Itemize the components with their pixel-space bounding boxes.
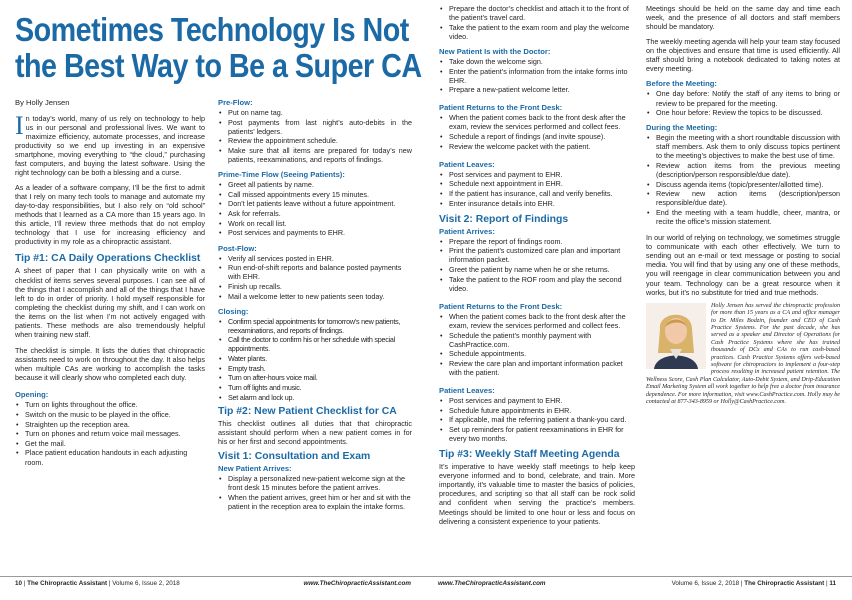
list-item: • Put on name tag. (218, 108, 412, 117)
opening-heading: Opening: (15, 390, 49, 400)
list-item: • Post services and payment to EHR. (439, 396, 635, 405)
list-item: • One day before: Notify the staff of any items to bring or review to be prepared for the meeting. (646, 89, 840, 107)
list-item: • Post services and payment to EHR. (439, 170, 635, 179)
opening-list (15, 400, 205, 466)
list-item: • Place patient education handouts in each adjusting room. (15, 448, 205, 466)
list-item: • Take the patient to the exam room and play the welcome video. (439, 23, 635, 41)
left-footer (0, 576, 426, 590)
intro-paragraph-2: As a leader of a software company, I’ll be the first to admit that I rely on many tech tools to manage and automate my day-to-day responsibilities, but I also rely on “old school” methods that I learned as a CA more than 15 years ago. In this article, I’ll review three methods that do not employ technology that I use for increasing efficiency and productivity in my role as a chiropractic assistant. (15, 183, 205, 247)
list-item: • Print the patient’s customized care plan and important information packet. (439, 246, 635, 264)
tip3-paragraph-2: Meetings should be held on the same day and time each week, and the presence of all doctors and staff members should be mandatory. (646, 4, 840, 32)
list-item: • Set alarm and lock up. (218, 393, 412, 402)
tip2-heading: Tip #2: New Patient Checklist for CA (218, 405, 397, 417)
postflow-list (218, 254, 412, 301)
left-page-number: 10 (15, 580, 23, 587)
list-item: • Enter insurance details into EHR. (439, 199, 635, 208)
tip3-heading: Tip #3: Weekly Staff Meeting Agenda (439, 449, 620, 461)
byline: By Holly Jensen (15, 98, 70, 107)
tip2-paragraph: This checklist outlines all duties that that chiropractic assistant should perform when a new patient comes in for his or her first and second appointments. (218, 418, 412, 446)
list-item: • Work on recall list. (218, 219, 412, 228)
list-item: • Begin the meeting with a short roundtable discussion with staff members. Ask them to only discuss topics pertinent to the meeting’s objectives to make the best use of time. (646, 133, 840, 160)
list-item: • Prepare the report of findings room. (439, 237, 635, 246)
list-item: • Make sure that all items are prepared for today’s new patients, reexaminations, and reports of findings. (218, 146, 412, 164)
right-page (426, 0, 852, 600)
intro-paragraph-1: In today’s world, many of us rely on technology to help us in our personal and professional lives. We want to maximize efficiency, automate processes, and increase productivity so we end up investing in an expensive smartphone, moving everything to “the cloud,” purchasing fast computers, and buying the latest software. Using the right technology can be both a blessing and a curse. (15, 110, 205, 177)
list-item: • When the patient comes back to the front desk after the exam, review the services performed and collect fees. (439, 312, 635, 330)
right-page-number: 11 (829, 580, 836, 587)
conclusion-paragraph: In our world of relying on technology, we sometimes struggle to communicate with each other effectively. We turn to sending out an e-mail or text message or posting to social media. You will find that by using any one of these methods, you will reengage in clear communication between you and your team. Technology can be a great resource when it works, but it’s no substitute for tried and true methods. (646, 233, 840, 297)
list-item: • Schedule the patient’s monthly payment with CashPractice.com. (439, 331, 635, 349)
list-item: • Turn on phones and return voice mail messages. (15, 429, 205, 438)
arrives2-list (439, 237, 635, 293)
with-doctor-list (439, 57, 635, 94)
list-item: • Review action items from the previous meeting (description/person responsible/due date). (646, 161, 840, 179)
list-item: • Schedule next appointment in EHR. (439, 179, 635, 188)
primetime-heading: Prime-Time Flow (Seeing Patients): (218, 170, 345, 180)
tip3-paragraph-1: It’s imperative to have weekly staff meetings to help keep everyone informed and to bond, celebrate, and train. More importantly, it’s valuable time to master the basics of policies, procedures, and scripting so that all staff can be rock solid and confident when serving the practice’s members. Meetings should be limited to one hour or less and focus on delivering a consistent experience to your patients. (439, 462, 635, 526)
list-item: • Turn on after-hours voice mail. (218, 373, 412, 382)
visit2-heading: Visit 2: Report of Findings (439, 213, 569, 225)
list-item: • Display a personalized new-patient welcome sign at the front desk 15 minutes before the patient arrives. (218, 474, 412, 492)
list-item: • Straighten up the reception area. (15, 420, 205, 429)
list-item: • Review the welcome packet with the patient. (439, 142, 635, 151)
tip3-paragraph-3: The weekly meeting agenda will help your team stay focused on the objectives and ensure that time is used efficiently. All staff should bring a notebook dedicated to taking notes at every meeting. (646, 37, 840, 74)
left-footer-url: www.TheChiropracticAssistant.com (303, 580, 411, 587)
drop-cap: I (15, 110, 24, 140)
postflow-heading: Post-Flow: (218, 243, 257, 253)
list-item: • Schedule future appointments in EHR. (439, 406, 635, 415)
list-item: • Call the doctor to confirm his or her schedule with special appointments. (218, 335, 412, 353)
right-footer-url: www.TheChiropracticAssistant.com (438, 580, 546, 587)
closing-list (218, 317, 412, 402)
left-column-1 (15, 98, 205, 471)
list-item: • Prepare the doctor’s checklist and attach it to the front of the patient’s travel card. (439, 4, 635, 22)
np-arrives-list-cont (439, 4, 635, 41)
returns1-heading: Patient Returns to the Front Desk: (439, 103, 563, 113)
list-item: • Post services and payments to EHR. (218, 228, 412, 237)
leaves1-list (439, 170, 635, 208)
preflow-list (218, 108, 412, 164)
left-issue: Volume 6, Issue 2, 2018 (112, 580, 180, 587)
right-column-2 (646, 4, 840, 407)
list-item: • Schedule a report of findings (and invite spouse). (439, 132, 635, 141)
left-column-2 (218, 98, 412, 515)
np-arrives-list (218, 474, 412, 511)
np-arrives-heading: New Patient Arrives: (218, 463, 292, 473)
returns2-heading: Patient Returns to the Front Desk: (439, 301, 563, 311)
during-list (646, 133, 840, 226)
returns1-list (439, 113, 635, 150)
list-item: • Run end-of-shift reports and balance posted payments with EHR. (218, 263, 412, 281)
list-item: • Ask for referrals. (218, 209, 412, 218)
tip1-heading: Tip #1: CA Daily Operations Checklist (15, 253, 201, 265)
list-item: • Empty trash. (218, 364, 412, 373)
author-bio-text: Holly Jensen has served the chiropractic profession for more than 15 years as a CA and office manager to Dr. Miles Bodzin, founder and CEO of Cash Practice Systems. For the past decade, she has served as a speaker and Director of Operations for Cash Practice Systems where she has trained thousands of DCs and CAs to run cash-based practices. Cash Practice Systems offers web-based software for chiropractors to implement a four-step process resulting in increased patient retention. The Wellness Score, Cash Plan Calculator, Auto-Debit System, and Drip-Education Email Marketing System all work together to help free a doctor from insurance dependence. For more information, visit www.CashPractice.com. Holly may be contacted at 877-343-8959 or Holly@CashPractice.com. (646, 302, 840, 406)
tip1-paragraph-2: The checklist is simple. It lists the duties that chiropractic assistants need to work on throughout the day. It also helps when multiple CAs are working to accomplish the tasks because it will clearly show who completed each duty. (15, 345, 205, 383)
list-item: • Get the mail. (15, 439, 205, 448)
list-item: • Take the patient to the ROF room and play the second video. (439, 275, 635, 293)
list-item: • Take down the welcome sign. (439, 57, 635, 66)
list-item: • Turn off lights and music. (218, 383, 412, 392)
list-item: • Mail a welcome letter to new patients seen today. (218, 292, 412, 301)
list-item: • Review the appointment schedule. (218, 136, 412, 145)
with-doctor-heading: New Patient Is with the Doctor: (439, 46, 551, 56)
tip1-paragraph-1: A sheet of paper that I can physically write on with a checklist of items serves several purposes. I can see all of the things that I accomplish and all of the things that I have left to do in order of priority. I hold myself responsible for completing the checklist during my shift, and I can work on the items on the list when I’m not actively engaged with patients. These methods are also tremendously helpful when training new staff. (15, 266, 205, 339)
author-photo (646, 303, 706, 369)
list-item: • Enter the patient’s information from the intake forms into EHR. (439, 67, 635, 85)
leaves2-list (439, 396, 635, 443)
list-item: • Greet the patient by name when he or she returns. (439, 265, 635, 274)
right-column-1 (439, 4, 635, 531)
list-item: • Finish up recalls. (218, 282, 412, 291)
author-bio (646, 303, 840, 407)
leaves2-heading: Patient Leaves: (439, 386, 495, 396)
list-item: • Prepare a new-patient welcome letter. (439, 85, 635, 94)
title-line-1: Sometimes Technology Is Not (15, 11, 409, 48)
right-footer-text: Volume 6, Issue 2, 2018 | The Chiropractic Assistant | 11 (671, 580, 836, 587)
list-item: • When the patient comes back to the front desk after the exam, review the services performed and collect fees. (439, 113, 635, 131)
list-item: • End the meeting with a team huddle, cheer, mantra, or recite the office’s mission statement. (646, 208, 840, 226)
list-item: • If applicable, mail the referring patient a thank-you card. (439, 415, 635, 424)
title-line-2: the Best Way to Be a Super CA (15, 47, 422, 84)
list-item: • Confirm special appointments for tomorrow’s new patients, reexaminations, and reports of findings. (218, 317, 412, 335)
visit1-heading: Visit 1: Consultation and Exam (218, 450, 371, 462)
list-item: • Set up reminders for patient reexaminations in EHR for every two months. (439, 425, 635, 443)
list-item: • Discuss agenda items (topic/presenter/allotted time). (646, 180, 840, 189)
list-item: • When the patient arrives, greet him or her and sit with the patient in the reception area to explain the intake forms. (218, 493, 412, 511)
list-item: • Turn on lights throughout the office. (15, 400, 205, 409)
before-list (646, 89, 840, 117)
list-item: • Water plants. (218, 354, 412, 363)
article-title (15, 11, 422, 84)
list-item: • Review new action items (description/person responsible/due date). (646, 189, 840, 207)
list-item: • If the patient has insurance, call and verify benefits. (439, 189, 635, 198)
right-footer (426, 576, 852, 590)
list-item: • Verify all services posted in EHR. (218, 254, 412, 263)
returns2-list (439, 312, 635, 377)
list-item: • One hour before: Review the topics to be discussed. (646, 108, 840, 117)
left-footer-text: 10 | The Chiropractic Assistant | Volume 6, Issue 2, 2018 (15, 580, 180, 587)
left-publication: The Chiropractic Assistant (27, 580, 108, 587)
arrives2-heading: Patient Arrives: (439, 226, 495, 236)
list-item: • Switch on the music to be played in the office. (15, 410, 205, 419)
list-item: • Review the care plan and important information packet with the patient. (439, 359, 635, 377)
right-issue: Volume 6, Issue 2, 2018 (671, 580, 740, 587)
list-item: • Don’t let patients leave without a future appointment. (218, 199, 412, 208)
leaves1-heading: Patient Leaves: (439, 159, 495, 169)
list-item: • Post payments from last night’s auto-debits in the patients’ ledgers. (218, 118, 412, 136)
right-publication: The Chiropractic Assistant (744, 580, 825, 587)
list-item: • Schedule appointments. (439, 349, 635, 358)
closing-heading: Closing: (218, 306, 249, 316)
preflow-heading: Pre-Flow: (218, 98, 253, 107)
primetime-list (218, 180, 412, 237)
before-heading: Before the Meeting: (646, 79, 717, 89)
list-item: • Call missed appointments every 15 minutes. (218, 190, 412, 199)
during-heading: During the Meeting: (646, 123, 718, 133)
list-item: • Greet all patients by name. (218, 180, 412, 189)
